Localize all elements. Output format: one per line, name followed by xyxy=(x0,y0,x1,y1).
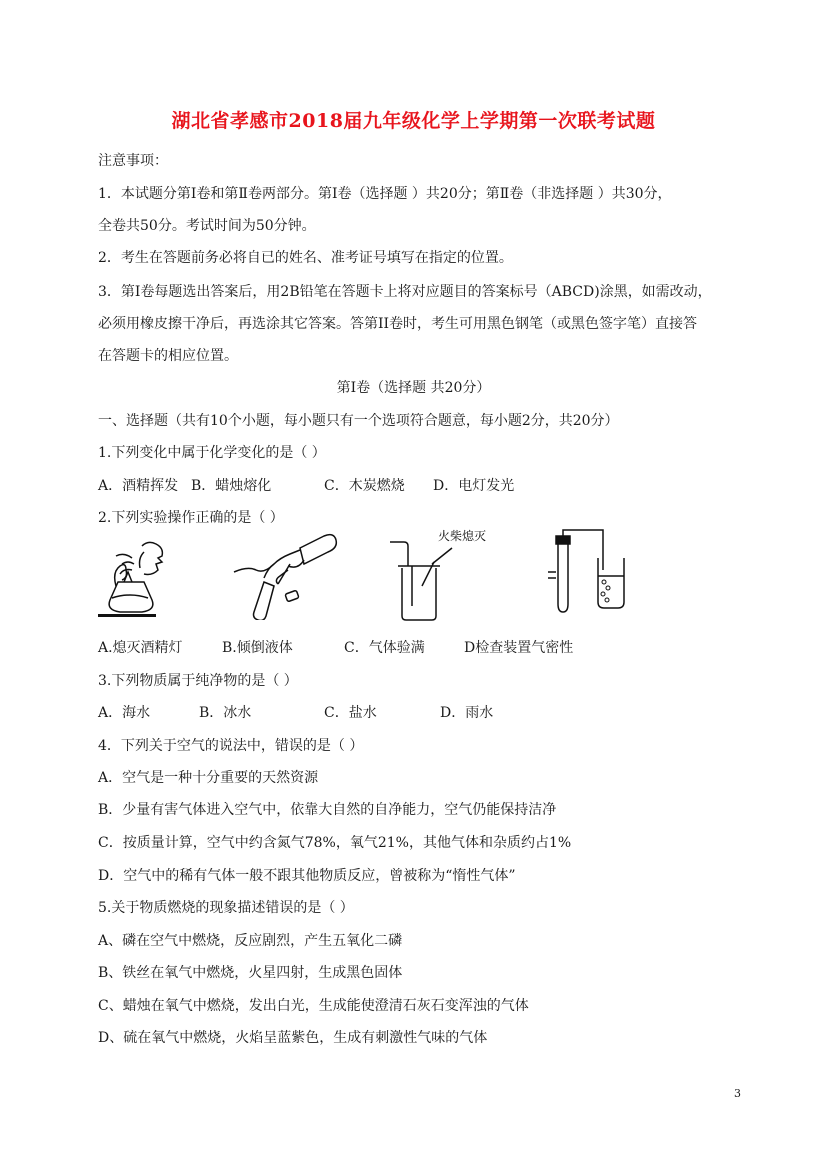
option-d: D．雨水 xyxy=(440,705,494,721)
option-b: B．少量有害气体进入空气中，依靠大自然的自净能力，空气仍能保持洁净 xyxy=(98,802,557,818)
option-d: D．空气中的稀有气体一般不跟其他物质反应，曾被称为“惰性气体” xyxy=(98,868,516,884)
question-2-figures xyxy=(98,528,618,624)
note-line: 全卷共50分。考试时间为50分钟。 xyxy=(98,218,316,234)
option-a: A、磷在空气中燃烧，反应剧烈，产生五氧化二磷 xyxy=(98,933,403,949)
question-3-stem: 3.下列物质属于纯净物的是（ ） xyxy=(98,673,298,689)
gas-full-test-figure xyxy=(380,528,500,624)
note-line: 1．本试题分第Ⅰ卷和第Ⅱ卷两部分。第Ⅰ卷（选择题 ）共20分；第Ⅱ卷（非选择题 ）共30分， xyxy=(98,186,672,202)
option-c: C、蜡烛在氧气中燃烧，发出白光，生成能使澄清石灰石变浑浊的气体 xyxy=(98,998,529,1014)
blowing-out-lamp-figure xyxy=(98,528,198,620)
exam-title: 湖北省孝感市2018届九年级化学上学期第一次联考试题 xyxy=(171,110,656,132)
note-line: 3．第Ⅰ卷每题选出答案后，用2B铅笔在答题卡上将对应题目的答案标号（ABCD)涂黑，如需改动， xyxy=(98,284,712,300)
question-5-stem: 5.关于物质燃烧的现象描述错误的是（ ） xyxy=(98,900,354,916)
option-b: B、铁丝在氧气中燃烧，火星四射，生成黑色固体 xyxy=(98,965,403,981)
option-c: C．按质量计算，空气中约含氮气78%，氧气21%，其他气体和杂质约占1% xyxy=(98,835,572,851)
section-title: 第Ⅰ卷（选择题 共20分） xyxy=(336,380,491,396)
question-2-stem: 2.下列实验操作正确的是（ ） xyxy=(98,510,284,526)
page-number: 3 xyxy=(734,1087,741,1100)
option-b: B．冰水 xyxy=(199,705,252,721)
option-a: A．空气是一种十分重要的天然资源 xyxy=(98,770,319,786)
question-1-stem: 1.下列变化中属于化学变化的是（ ） xyxy=(98,445,326,461)
note-line: 2．考生在答题前务必将自已的姓名、准考证号填写在指定的位置。 xyxy=(98,250,513,266)
option-c: C．盐水 xyxy=(324,705,377,721)
note-line: 必须用橡皮擦干净后，再选涂其它答案。答第II卷时，考生可用黑色钢笔（或黑色签字笔）直接答 xyxy=(98,316,698,332)
airtightness-check-figure xyxy=(546,528,626,620)
part-heading: 一、选择题（共有10个小题，每小题只有一个选项符合题意，每小题2分，共20分） xyxy=(98,413,619,429)
question-4-stem: 4．下列关于空气的说法中，错误的是（ ） xyxy=(98,738,364,754)
notice-heading: 注意事项： xyxy=(98,153,168,169)
option-d: D、硫在氧气中燃烧，火焰呈蓝紫色，生成有刺激性气味的气体 xyxy=(98,1030,488,1046)
match-extinguished-caption: 火柴熄灭 xyxy=(438,529,487,543)
option-a: A．酒精挥发 xyxy=(98,478,179,494)
option-a: A．海水 xyxy=(98,705,151,721)
option-a: A.熄灭酒精灯 xyxy=(98,640,183,656)
note-line: 在答题卡的相应位置。 xyxy=(98,348,238,364)
option-c: C．木炭燃烧 xyxy=(324,478,405,494)
option-d: D检查装置气密性 xyxy=(464,640,574,656)
option-b: B.倾倒液体 xyxy=(222,640,293,656)
pouring-liquid-figure xyxy=(230,528,340,620)
option-b: B．蜡烛熔化 xyxy=(191,478,272,494)
option-d: D．电灯发光 xyxy=(433,478,515,494)
option-c: C．气体验满 xyxy=(344,640,425,656)
